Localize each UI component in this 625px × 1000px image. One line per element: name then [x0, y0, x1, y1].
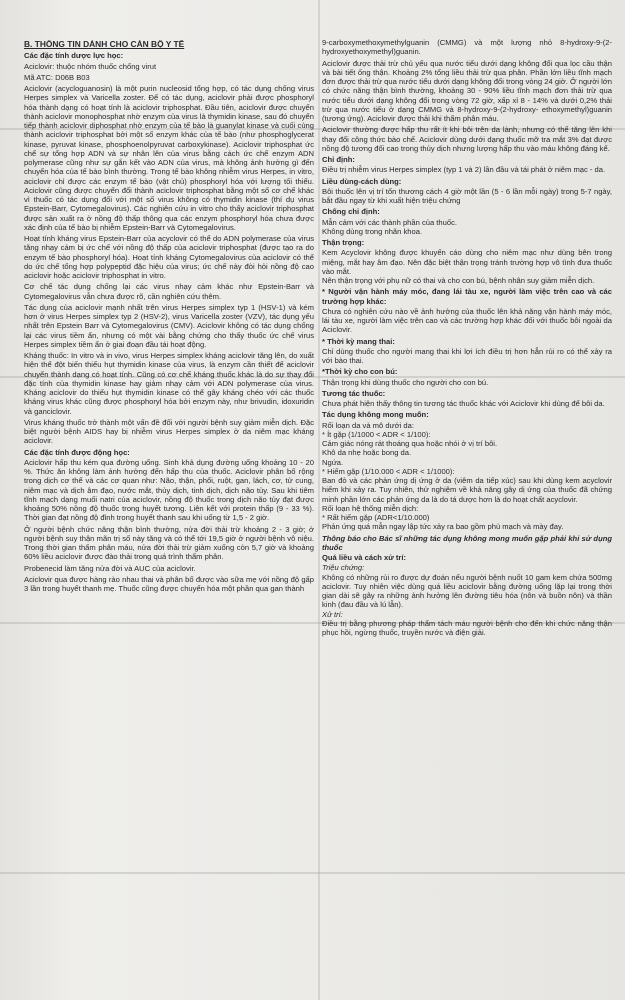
paragraph: Aciclovir thường được hấp thu rất ít khi bôi trên da lành, nhưng có thể tăng lên khi thay đổi công thức bào chế. Aciclovir dùng dưới dạng thuốc mỡ tra mắt 3% đạt được nồng độ tương đối cao trong thủy dịch nhưng lượng hấp thu vào máu không đáng kể.	[322, 125, 612, 153]
paragraph: Aciclovir (acycloguanosin) là một purin nucleosid tổng hợp, có tác dụng chống virus Herpes simplex và Varicella zoster. Để có tác dụng, aciclovir phải được phosphoryl hóa thành dạng có hoạt tính là aciclovir triphosphat. Đầu tiên, aciclovir được chuyển thành aciclovir monophosphat nhờ enzym của virus là thymidin kinase, sau đó chuyển tiếp thành aciclovir diphosphat nhờ enzym của tế bào là guanylat kinase và cuối cùng thành aciclovir triphosphat bởi một số enzym khác của tế bào (như phosphoglycerat kinase, pyruvat kinase, phosphoenolpyruvat carboxykinase). Aciclovir triphosphat ức chế sự tổng hợp ADN và sự nhân lên của virus bằng cách ức chế enzym ADN polymerase cũng như sự gắn kết vào ADN của virus, mà không ảnh hưởng gì đến chuyển hóa của tế bào bình thường. Trong tế bào không nhiễm virus Herpes, in vitro, aciclovir chỉ được các enzym tế bào (vật chủ) phosphoryl hóa với lượng tối thiểu. Aciclovir cũng được chuyển đổi thành aciclovir triphosphat bằng một số cơ chế khác vì thuốc có tác dụng đối với một số virus không có thymidin kinase (thí dụ virus Epstein-Barr, Cytomegalovirus). Các nghiên cứu in vitro cho thấy aciclovir triphosphat được sản xuất ra ở nồng độ thấp thông qua các enzym phosphoryl hóa chưa được xác định của tế bào bị nhiễm Epstein-Barr và Cytomegalovirus.	[24, 84, 314, 232]
section-title: B. THÔNG TIN DÀNH CHO CÁN BỘ Y TẾ	[24, 40, 185, 49]
symptoms-label: Triệu chứng:	[322, 563, 365, 573]
adverse-item: Ngứa.	[322, 457, 344, 467]
paragraph: Aciclovir qua được hàng rào nhau thai và phân bố được vào sữa mẹ với nồng độ gấp 3 lần trong huyết thanh mẹ. Thuốc cũng được chuyển hóa một phần qua gan thành	[24, 574, 314, 593]
pharmacodynamics-heading: Các đặc tính dược lực học:	[24, 51, 124, 61]
symptoms-text: Không có những rủi ro được dự đoán nếu người bệnh nuốt 10 gam kem chứa 500mg aciclovir. Tuy nhiên việc dùng quá liều aciclovir bằng đường uống lặp lại trong thời gian dài sẽ gây ra những ảnh hưởng lên đường tiêu hóa (nôn và buồn nôn) và thần kinh (đau đầu và lú lẫn).	[322, 572, 612, 610]
paragraph: Probenecid làm tăng nửa đời và AUC của aciclovir.	[24, 563, 196, 573]
paragraph: Kháng thuốc: In vitro và in vivo, virus Herpes simplex kháng aciclovir tăng lên, do xuất hiện thể đột biến thiếu hụt thymidin kinase của virus, là enzym cần thiết để aciclovir chuyển thành dạng có hoạt tính. Cũng có cơ chế kháng thuốc khác là do sự thay đổi đặc tính của thymidin kinase hay giảm nhạy cảm với ADN polymerase của virus. Kháng aciclovir do thiếu hụt thymidin kinase có thể gây kháng chéo với các thuốc kháng virus khác cũng được phosphoryl hóa bởi enzym này, như brivudin, idoxuridin và ganciclovir.	[24, 351, 314, 416]
treatment-label: Xử trí:	[322, 609, 343, 619]
indications-heading: Chỉ định:	[322, 155, 355, 164]
paragraph: 9-carboxymethoxymethylguanin (CMMG) và một lượng nhỏ 8-hydroxy-9-(2-hydroxyethoxymethyl)guanin.	[322, 38, 612, 57]
caution-text: Kem Acyclovir không được khuyến cáo dùng cho niêm mạc như dùng bên trong miệng, mắt hay âm đạo. Nên đặc biệt thận trọng tránh trường hợp vô tình đưa thuốc vào mắt.	[322, 248, 612, 276]
report-note: Thông báo cho Bác sĩ những tác dụng không mong muốn gặp phải khi sử dụng thuốc	[322, 533, 612, 552]
dosage-text: Bôi thuốc lên vị trí tổn thương cách 4 giờ một lần (5 - 6 lần mỗi ngày) trong 5-7 ngày, bắt đầu ngay từ khi xuất hiện triệu chứng	[322, 186, 612, 205]
atc-code: Mã ATC: D06B B03	[24, 72, 90, 82]
pregnancy-heading: * Thời kỳ mang thai:	[322, 336, 395, 346]
adverse-effects-heading: Tác dụng không mong muốn:	[322, 410, 429, 420]
machine-operation-heading: * Người vận hành máy móc, đang lái tàu xe, người làm việc trên cao và các trường hợp khác:	[322, 287, 612, 306]
adverse-item: Khô da nhẹ hoặc bong da.	[322, 448, 412, 458]
lactation-text: Thận trọng khi dùng thuốc cho người cho con bú.	[322, 377, 489, 387]
contraindications-heading: Chống chỉ định:	[322, 207, 380, 217]
adverse-item: Phản ứng quá mẫn ngay lập tức xảy ra bao gồm phù mạch và mày đay.	[322, 522, 564, 532]
adverse-item: Ban đỏ và các phản ứng dị ứng ở da (viêm da tiếp xúc) sau khi dùng kem acyclovir hiếm khi xảy ra. Tuy nhiên, thử nghiệm về khả năng gây dị ứng của thuốc đã chứng minh phần lớn các phản ứng da là do tá dược hơn là do hoạt chất acyclovir.	[322, 476, 612, 504]
overdose-heading: Quá liều và cách xử trí:	[322, 553, 406, 562]
frequency-label: * Hiếm gặp (1/10.000 < ADR < 1/1000):	[322, 466, 455, 476]
frequency-label: * Ít gặp (1/1000 < ADR < 1/100):	[322, 429, 431, 439]
paragraph: Ở người bệnh chức năng thận bình thường, nửa đời thải trừ khoảng 2 - 3 giờ; ở người bệnh suy thận mãn trị số này tăng và có thể tới 19,5 giờ ở người bệnh vô niệu. Trong thời gian thẩm phân máu, nửa đời thải trừ giảm xuống còn 5,7 giờ và khoảng 60% liều aciclovir được đào thải trong quá trình thẩm phân.	[24, 524, 314, 562]
caution-text: Nên thận trọng với phụ nữ có thai và cho con bú, bệnh nhân suy giảm miễn dịch.	[322, 276, 595, 285]
interaction-heading: Tương tác thuốc:	[322, 388, 386, 398]
paragraph: Aciclovir hấp thu kém qua đường uống. Sinh khả dụng đường uống khoảng 10 - 20 %. Thức ăn không làm ảnh hưởng đến hấp thu của thuốc. Aciclovir phân bố rộng trong dịch cơ thể và các cơ quan như: Não, thận, phổi, ruột, gan, lách, cơ, tử cung, niêm mạc và dịch âm đạo, nước mắt, thủy dịch, tinh dịch, dịch não tủy. Sau khi tiêm tĩnh mạch dạng muối natri của aciclovir, nồng độ thuốc trong dịch não tủy đạt được khoảng 50% nồng độ thuốc trong huyết tương. Liên kết với protein thấp (9 - 33 %). Thời gian đạt nồng độ đỉnh trong huyết thanh sau khi uống từ 1,5 - 2 giờ.	[24, 457, 314, 523]
contraindication-item: Không dùng trong nhãn khoa.	[322, 226, 423, 236]
pharm-group: Aciclovir: thuộc nhóm thuốc chống virut	[24, 61, 157, 71]
adverse-intro: Rối loạn da và mô dưới da:	[322, 420, 414, 430]
paragraph: Hoạt tính kháng virus Epstein-Barr của acyclovir có thể do ADN polymerase của virus tăng nhạy cảm bị ức chế với nồng độ thấp của aciclovir triphosphat (được tạo ra do enzym tế bào phosphoryl hóa). Hoạt tính kháng Cytomegalovirus của aciclovir có thể do ức chế tổng hợp polypeptid đặc hiệu của virus; ức chế này đòi hỏi nồng độ cao aciclovir hoặc aciclovir triphosphat in vitro.	[24, 234, 314, 280]
dosage-heading: Liều dùng-cách dùng:	[322, 176, 402, 186]
paragraph: Tác dụng của aciclovir mạnh nhất trên virus Herpes simplex typ 1 (HSV-1) và kém hơn ở virus Herpes simplex typ 2 (HSV-2), virus Varicella zoster (VZV), tác dụng yếu nhất trên Epstein Barr và Cytomegalovirus (CMV). Aciclovir không có tác dụng chống lại các virus tiềm ẩn, nhưng có một vài bằng chứng cho thấy thuốc ức chế virus Herpes simplex tiềm ẩn ở giai đoạn đầu tái hoạt động.	[24, 302, 314, 349]
right-column	[322, 38, 612, 994]
caution-heading: Thận trọng:	[322, 238, 365, 247]
pregnancy-text: Chỉ dùng thuốc cho người mang thai khi lợi ích điều trị hơn hẳn rủi ro có thể xảy ra với bào thai.	[322, 346, 612, 365]
immune-intro: Rối loạn hệ thống miễn dịch:	[322, 503, 419, 513]
center-fold	[318, 0, 320, 1000]
indications-text: Điều trị nhiễm virus Herpes simplex (typ 1 và 2) lần đầu và tái phát ở niêm mạc - da.	[322, 165, 606, 175]
adverse-item: Cảm giác nóng rát thoáng qua hoặc nhói ở vị trí bôi.	[322, 439, 498, 448]
machine-operation-text: Chưa có nghiên cứu nào về ảnh hưởng của thuốc lên khả năng vận hành máy móc, lái tàu xe, người làm việc trên cao và các trường hợp khác đối với thuốc bôi ngoài da Aciclovir.	[322, 306, 612, 335]
left-column	[24, 40, 314, 994]
frequency-label: * Rất hiếm gặp (ADR<1/10.000)	[322, 513, 430, 522]
paragraph: Aciclovir được thải trừ chủ yếu qua nước tiểu dưới dạng không đổi qua lọc cầu thận và bài tiết ống thận. Khoảng 2% tổng liều thải trừ qua phân. Phần lớn liều tĩnh mạch đơn được thải trừ qua nước tiểu dưới dạng không đổi trong vòng 24 giờ. Ở người lớn có chức năng thận bình thường, khoảng 30 - 90% liều tĩnh mạch đơn thải trừ qua nước tiểu dưới dạng không đổi trong vòng 72 giờ, xấp xỉ 8 - 14% và dưới 0,2% thải trừ qua nước tiểu ở dạng CMMG và 8-hydroxy-9-(2-hydroxy- ethoxymethyl)guanin (tương ứng). Aciclovir được thải khi thẩm phân máu.	[322, 58, 612, 123]
pharmacokinetics-heading: Các đặc tính được động học:	[24, 447, 130, 457]
treatment-text: Điều trị bằng phương pháp thẩm tách máu người bệnh cho đến khi chức năng thận phục hồi, ngừng thuốc, truyền nước và điện giải.	[322, 618, 612, 637]
interaction-text: Chưa phát hiện thấy thông tin tương tác thuốc khác với Aciclovir khi dùng để bôi da.	[322, 399, 605, 408]
paragraph: Virus kháng thuốc trở thành một vấn đề đối với người bệnh suy giảm miễn dịch. Đặc biệt người bệnh AIDS hay bị nhiễm virus Herpes simplex ở da niêm mạc kháng aciclovir.	[24, 417, 314, 446]
contraindication-item: Mẫn cảm với các thành phần của thuốc.	[322, 217, 457, 227]
paragraph: Cơ chế tác dụng chống lại các virus nhạy cảm khác như Epstein-Barr và Cytomegalovirus vẫn chưa được rõ, cần nghiên cứu thêm.	[24, 282, 314, 301]
lactation-heading: *Thời kỳ cho con bú:	[322, 367, 398, 377]
